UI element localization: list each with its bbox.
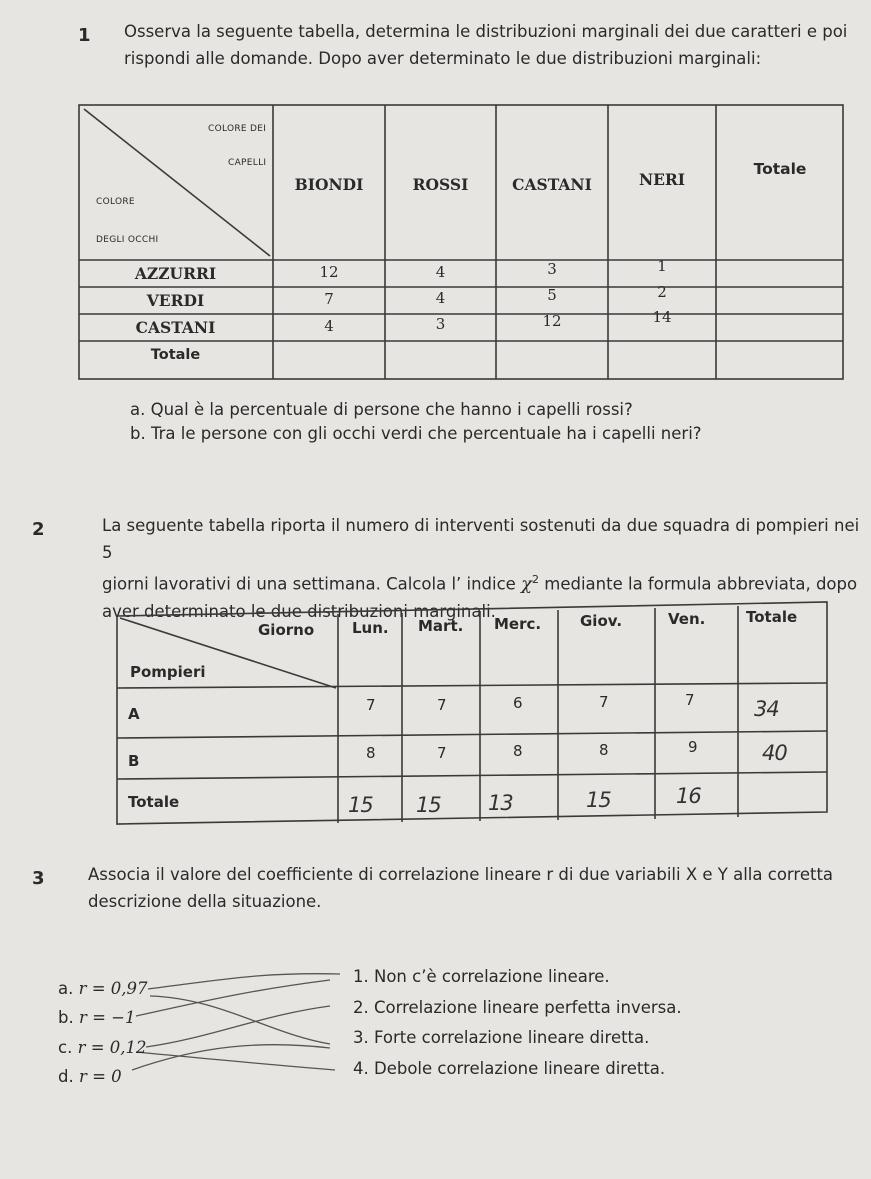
table-cell: 8 — [366, 744, 376, 762]
table-cell: 5 — [547, 285, 557, 304]
question-1-line-2: rispondi alle domande. Dopo aver determinato le due distribuzioni marginali: — [124, 49, 762, 68]
table-cell — [716, 341, 844, 379]
row-label-totale: Totale — [128, 793, 180, 811]
column-header-castani: CASTANI — [512, 174, 592, 194]
corner-label-eyes: DEGLI OCCHI — [96, 235, 159, 245]
column-header-biondi: BIONDI — [294, 174, 364, 194]
question-3-line-2: descrizione della situazione. — [88, 892, 322, 911]
handwritten-total-ven: 16 — [676, 784, 701, 808]
column-header-rossi: ROSSI — [412, 174, 469, 194]
row-label-totale: Totale — [150, 346, 201, 363]
row-label-azzurri: AZZURRI — [134, 264, 217, 283]
match-line-d1 — [132, 1045, 330, 1070]
option-expression: r = 0,97 — [78, 979, 148, 998]
option-c — [58, 1038, 147, 1057]
row-label-a: A — [128, 705, 140, 723]
column-header-lun: Lun. — [352, 619, 389, 637]
table-cell: 12 — [542, 311, 562, 330]
question-2-line-2 — [102, 566, 862, 598]
table-cell — [716, 260, 844, 287]
corner-label-hair-top: COLORE DEI — [208, 124, 267, 134]
column-header-totale: Totale — [753, 160, 807, 178]
description-2: 2. Correlazione lineare perfetta inversa. — [353, 998, 682, 1017]
column-header-neri: NERI — [638, 169, 686, 189]
option-letter: b. — [58, 1008, 74, 1027]
table-cell — [716, 287, 844, 314]
table-cell: 7 — [685, 691, 695, 709]
description-3: 3. Forte correlazione lineare diretta. — [353, 1028, 650, 1047]
chi-symbol: χ — [521, 573, 533, 595]
handwritten-total-b: 40 — [762, 741, 787, 765]
table-cell: 7 — [437, 696, 447, 714]
table-cell: 1 — [657, 256, 667, 275]
table-cell: 6 — [513, 694, 523, 712]
question-2-line-2b: mediante la formula abbreviata, dopo — [544, 574, 858, 594]
corner-label-day: Giorno — [258, 621, 315, 639]
table-cell: 3 — [435, 314, 446, 333]
question-2-line-3: aver determinato le due distribuzioni marginali. — [102, 601, 496, 621]
table-cell: 7 — [324, 289, 334, 308]
column-header-ven: Ven. — [668, 610, 706, 628]
column-header-mart: Mart. — [418, 617, 464, 635]
column-header-totale: Totale — [746, 608, 798, 626]
option-letter: a. — [58, 979, 74, 998]
question-2-line-2a: giorni lavorativi di una settimana. Calcola l’ indice — [102, 574, 516, 594]
column-header-merc: Merc. — [494, 615, 542, 633]
row-label-b: B — [128, 752, 140, 770]
question-2-line-1: La seguente tabella riporta il numero di interventi sostenuti da due squadra di pompieri nei 5 — [102, 516, 860, 562]
handwritten-total-merc: 13 — [488, 791, 513, 815]
table-cell — [716, 314, 844, 341]
corner-label-eyes-top: COLORE — [96, 197, 135, 207]
match-line-c — [146, 1006, 330, 1047]
table-cell: 12 — [319, 262, 339, 281]
table-cell: 14 — [652, 307, 672, 326]
corner-label-hair: CAPELLI — [228, 158, 267, 168]
table-cell — [496, 341, 608, 379]
table-cell: 7 — [599, 693, 609, 711]
option-expression: r = 0 — [78, 1067, 122, 1086]
table-cell — [608, 341, 716, 379]
option-letter: c. — [58, 1038, 73, 1057]
question-1-text — [124, 18, 854, 72]
table-2-grid — [116, 601, 828, 825]
question-3-line-1: Associa il valore del coefficiente di correlazione lineare r di due variabili X e Y alla corretta — [88, 865, 834, 884]
match-line-a — [148, 974, 340, 989]
table-cell: 4 — [435, 262, 446, 281]
table-cell: 4 — [435, 288, 446, 307]
question-3-text — [88, 861, 871, 915]
row-label-castani: CASTANI — [135, 318, 216, 337]
option-a — [58, 979, 148, 998]
question-1-number: 1 — [78, 25, 91, 46]
handwritten-total-a: 34 — [754, 697, 779, 721]
table-cell — [273, 341, 385, 379]
table-cell: 9 — [688, 738, 698, 756]
table-cell: 4 — [324, 316, 334, 335]
table-cell: 7 — [366, 696, 376, 714]
corner-label-firefighters: Pompieri — [130, 663, 206, 681]
question-2-number: 2 — [32, 519, 45, 540]
description-1: 1. Non c’è correlazione lineare. — [353, 967, 610, 986]
row-label-verdi: VERDI — [146, 291, 205, 310]
option-letter: d. — [58, 1067, 74, 1086]
table-cell: 2 — [657, 282, 667, 301]
table-cell: 8 — [513, 742, 523, 760]
eye-hair-color-table — [78, 104, 844, 380]
description-4: 4. Debole correlazione lineare diretta. — [353, 1059, 666, 1078]
firefighters-table — [116, 601, 828, 825]
option-d — [58, 1067, 122, 1086]
handwritten-total-mart: 15 — [416, 793, 441, 817]
question-1b: b. Tra le persone con gli occhi verdi che percentuale ha i capelli neri? — [130, 424, 702, 443]
match-line-d2 — [136, 1052, 335, 1070]
table-cell: 3 — [547, 259, 557, 278]
match-line-b2 — [150, 996, 330, 1044]
table-cell — [385, 341, 496, 379]
chi-exponent: 2 — [532, 573, 540, 586]
question-1-line-1: Osserva la seguente tabella, determina le distribuzioni marginali dei due caratteri e poi — [124, 22, 848, 41]
question-1a: a. Qual è la percentuale di persone che hanno i capelli rossi? — [130, 400, 633, 419]
table-cell: 8 — [599, 741, 609, 759]
option-b — [58, 1008, 136, 1027]
table-cell: 7 — [437, 744, 447, 762]
option-expression: r = 0,12 — [77, 1038, 147, 1057]
handwritten-total-giov: 15 — [586, 788, 611, 812]
column-header-giov: Giov. — [580, 612, 623, 630]
question-3-number: 3 — [32, 868, 45, 889]
handwritten-total-lun: 15 — [348, 793, 373, 817]
option-expression: r = −1 — [78, 1008, 136, 1027]
